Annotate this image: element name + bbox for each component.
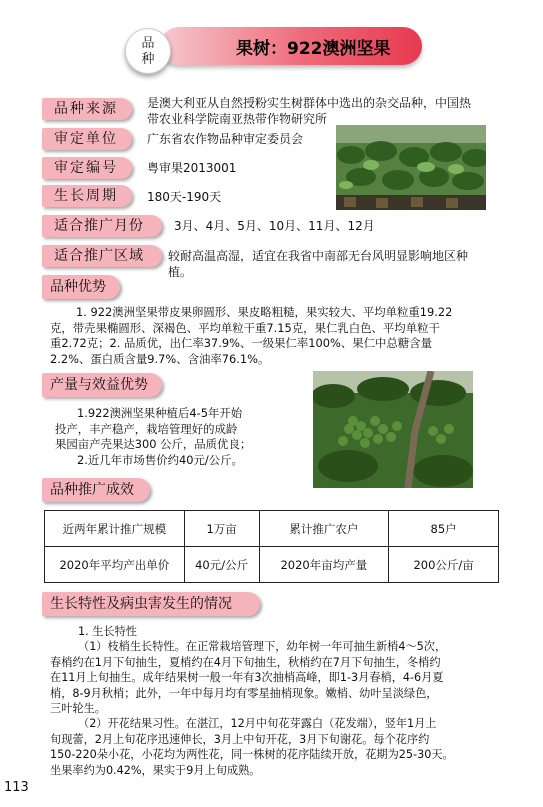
value-approval-number: 粤审果2013001: [147, 161, 237, 175]
label-approval-unit: 审定单位: [42, 128, 132, 150]
nut-tree-photo: [313, 371, 473, 488]
page-number: 113: [4, 780, 29, 795]
table-cell: 累计推广农户: [259, 511, 389, 547]
section-growth-title: 生长特性及病虫害发生的情况: [42, 592, 260, 616]
label-variety-source: 品种来源: [42, 98, 132, 120]
value-growth-cycle: 180天-190天: [147, 190, 222, 204]
section-promotion-title: 品种推广成效: [42, 478, 150, 502]
yield-text: 1.922澳洲坚果种植后4-5年开始 投产，丰产稳产，栽培管理好的成龄 果园亩产壳果达300 公斤，品质优良； 2.近几年市场售价约40元/公斤。: [55, 406, 252, 467]
table-cell: 近两年累计推广规模: [45, 511, 185, 547]
value-approval-unit: 广东省农作物品种审定委员会: [147, 132, 304, 146]
table-cell: 40元/公斤: [184, 547, 259, 583]
label-approval-number: 审定编号: [42, 157, 132, 179]
table-row: [45, 547, 499, 583]
table-cell: 2020年平均产出单价: [45, 547, 185, 583]
table-row: [45, 511, 499, 547]
label-promotion-months: 适合推广月份: [42, 215, 162, 237]
section-yield-title: 产量与效益优势: [42, 373, 162, 397]
table-cell: 2020年亩均产量: [259, 547, 389, 583]
advantages-text: 1. 922澳洲坚果带皮果卵圆形、果皮略粗糙，果实较大、平均单粒重19.22 克，带壳果椭圆形、深褐色、平均单粒干重7.15克，果仁乳白色、平均单粒干 重2.72克；2. 品质优，出仁率37.9%、一级果仁率100%、果仁中总糖含量 2.2%、蛋白质含量9.7%、含油率76.1%。: [50, 305, 453, 366]
table-cell: 200公斤/亩: [389, 547, 499, 583]
label-promotion-region: 适合推广区域: [42, 245, 162, 267]
badge-char-1: 品: [141, 36, 155, 51]
seedling-photo-graphic: [336, 125, 486, 210]
table-cell: 1万亩: [184, 511, 259, 547]
page-title: 果树：922澳洲坚果: [236, 39, 391, 59]
label-growth-cycle: 生长周期: [42, 185, 132, 207]
badge-char-2: 种: [141, 52, 155, 67]
value-variety-source: 是澳大利亚从自然授粉实生树群体中选出的杂交品种，中国热 带农业科学院南亚热带作物研究所: [147, 96, 472, 126]
nut-tree-photo-graphic: [313, 371, 473, 488]
growth-text: 1. 生长特性 （1）枝梢生长特性。在正常栽培管理下，幼年树一年可抽生新梢4～5次， 春梢约在1月下旬抽生，夏梢约在4月下旬抽生，秋梢约在7月下旬抽生，冬梢约 在11月上旬抽生。成年结果树一般一年有3次抽梢高峰，即1-3月春梢，4-6月夏 梢，8-9月秋梢；此外，一年中每月均有零星抽梢现象。嫩梢、幼叶呈淡绿色， 三叶轮生。 （2）开花结果习性。在湛江，12月中旬花芽露白（花发端），竖年1月上 旬现蕾，2月上旬花序迅速伸长，3月上中旬开花，3月下旬谢花。每个花序约 150-220朵小花，小花均为两性花，同一株树的花序陆续开放，花期为25-30天。 坐果率约为0.42%，果实于9月上旬成熟。: [50, 625, 454, 777]
value-promotion-months: 3月、4月、5月、10月、11月、12月: [174, 219, 375, 233]
category-badge: [125, 28, 171, 74]
value-promotion-region: 较耐高温高湿，适宜在我省中南部无台风明显影响地区种 植。: [168, 249, 469, 279]
section-advantages-title: 品种优势: [42, 275, 120, 299]
seedling-photo: [336, 125, 486, 210]
promotion-table: [44, 510, 499, 583]
table-cell: 85户: [389, 511, 499, 547]
